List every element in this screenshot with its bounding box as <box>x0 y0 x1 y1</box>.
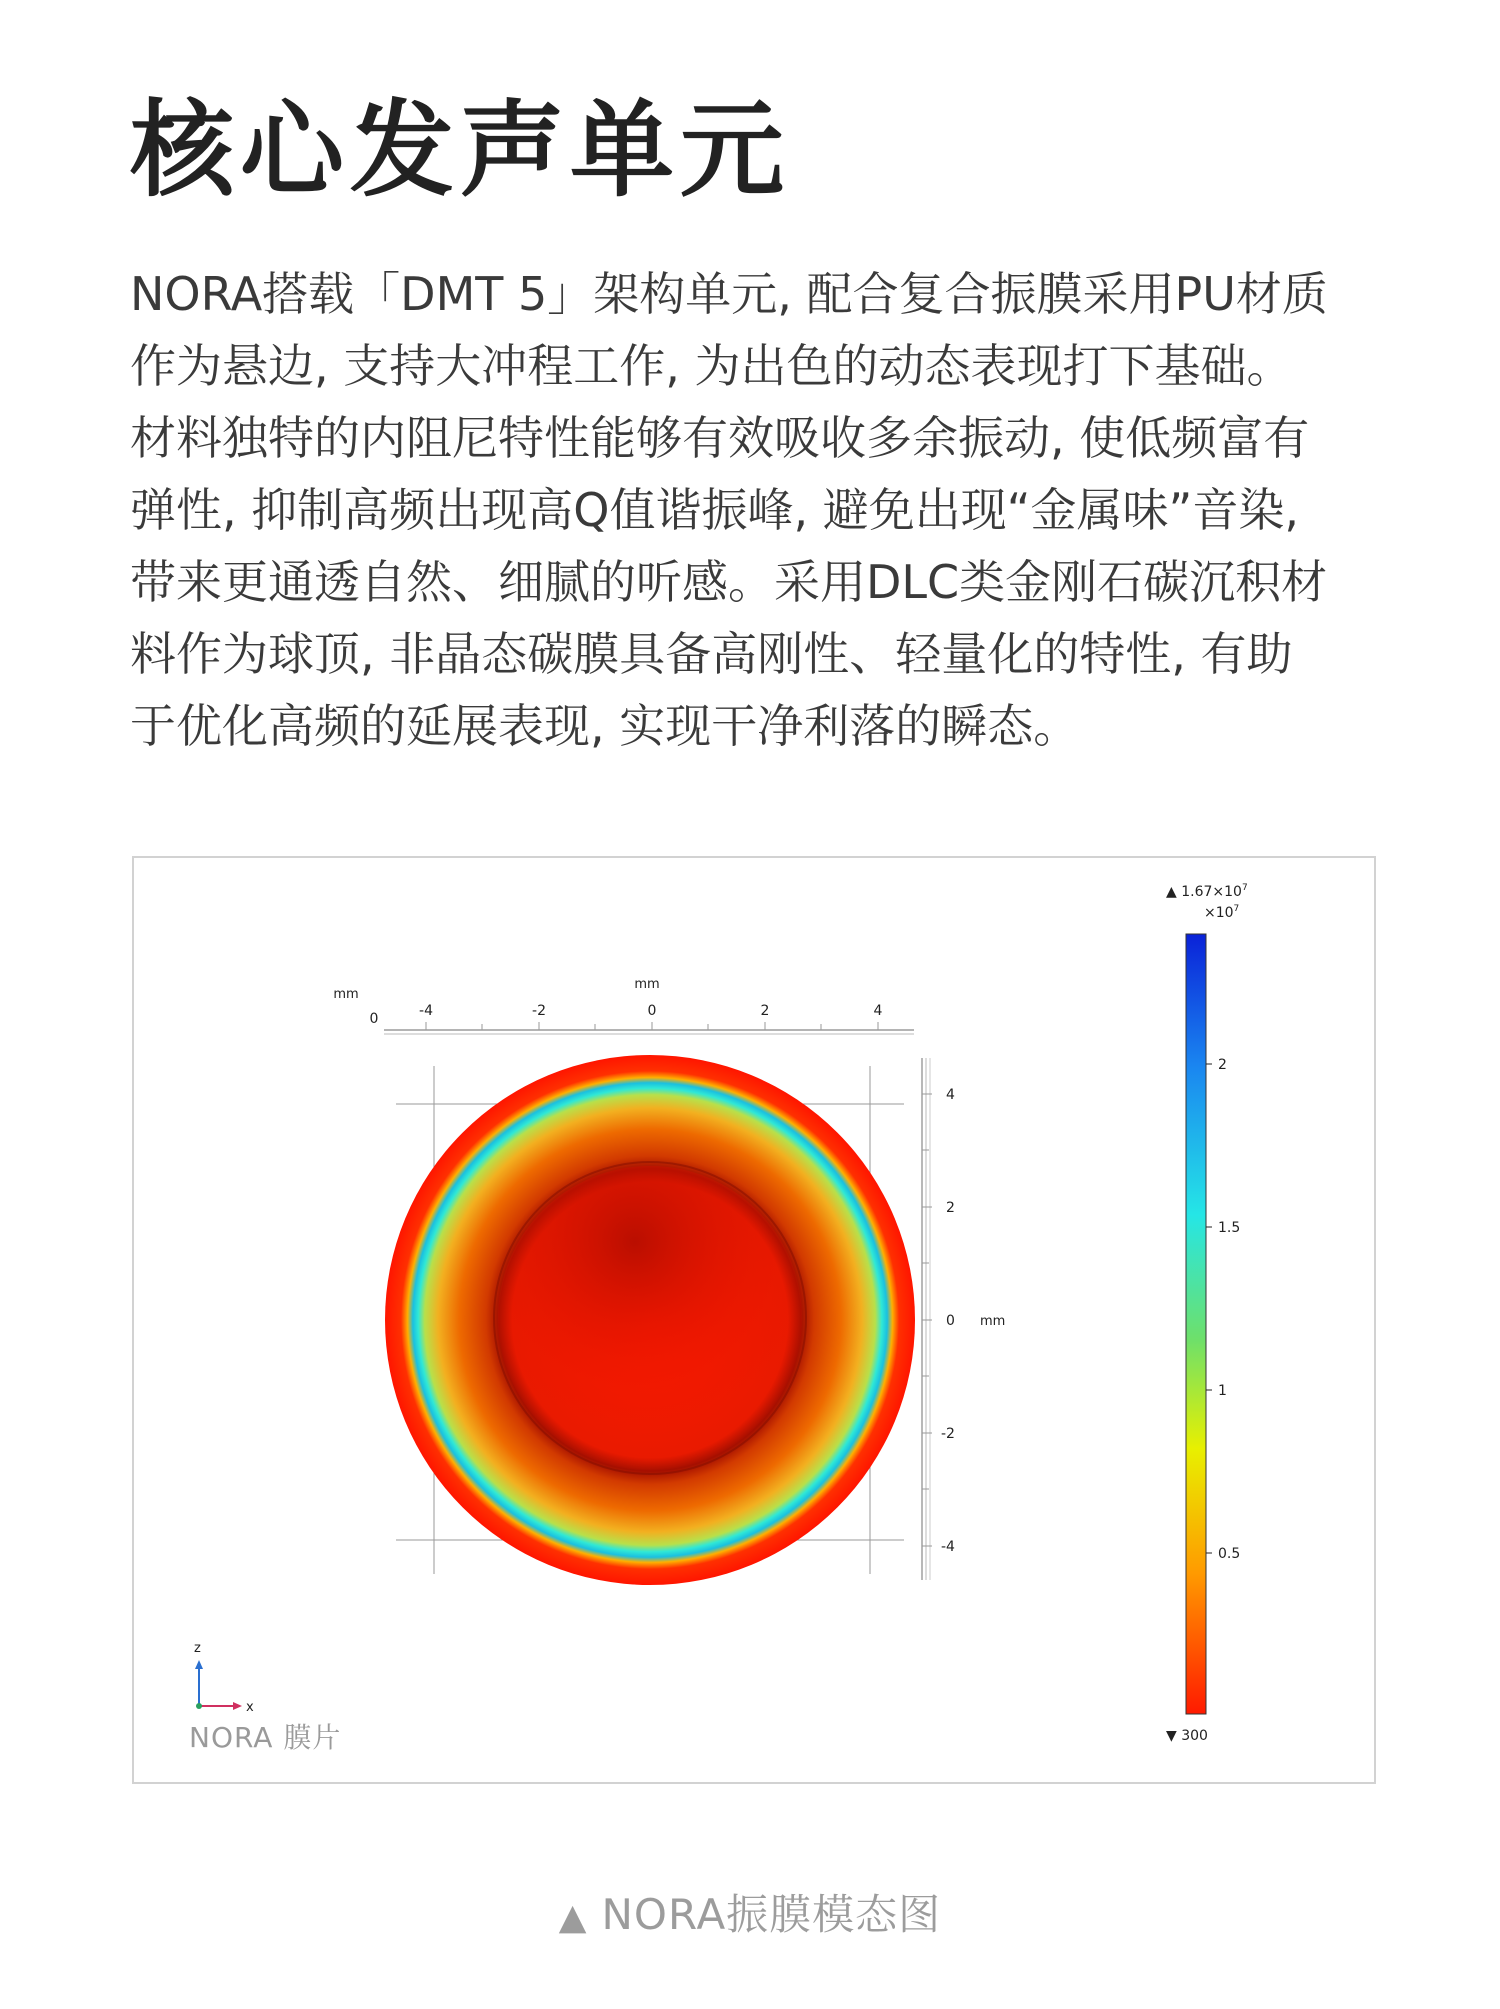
figure-caption: NORA 膜片 <box>189 1721 342 1754</box>
top-axis-unit-left: mm <box>333 987 359 1002</box>
top-axis-tick-label: 2 <box>760 1003 770 1019</box>
figure-title <box>0 1882 1500 1942</box>
colorbar-tick-label: 1 <box>1218 1383 1227 1399</box>
description-line: 于优化高频的延展表现, 实现干净利落的瞬态。 <box>130 699 1080 753</box>
side-axis-tick-label: -4 <box>941 1539 955 1555</box>
side-axis-tick-label: 4 <box>946 1087 955 1103</box>
colorbar-max-label: ▲ $1.67\times 10^7$ <box>1166 883 1248 900</box>
colorbar <box>1186 934 1206 1714</box>
colorbar-scale-label: $\times 10^7$ <box>1204 904 1240 921</box>
top-axis-unit: mm <box>634 977 660 992</box>
description-line: 材料独特的内阻尼特性能够有效吸收多余振动, 使低频富有 <box>130 411 1310 465</box>
simulation-plot <box>134 858 1376 1784</box>
side-axis-tick-label: -2 <box>941 1426 955 1442</box>
top-axis-zero-label: 0 <box>369 1011 379 1027</box>
description-line: 弹性, 抑制高频出现高Q值谐振峰, 避免出现“金属味”音染, <box>130 483 1299 537</box>
dome-shading <box>498 1166 802 1470</box>
top-axis-tick-label: -4 <box>419 1003 433 1019</box>
triangle-icon: ▲ <box>558 1897 588 1938</box>
side-axis-unit: mm <box>980 1314 1006 1329</box>
triad-x-label: x <box>246 1700 254 1715</box>
top-axis-tick-label: 0 <box>647 1003 657 1019</box>
page-title: 核心发声单元 <box>130 89 791 211</box>
description-text <box>130 258 1390 762</box>
description-line: 料作为球顶, 非晶态碳膜具备高刚性、轻量化的特性, 有助 <box>130 627 1293 681</box>
colorbar-tick-label: 1.5 <box>1218 1220 1241 1236</box>
side-axis-tick-label: 2 <box>946 1200 955 1216</box>
colorbar-tick-label: 2 <box>1218 1057 1227 1073</box>
description-line: 作为悬边, 支持大冲程工作, 为出色的动态表现打下基础。 <box>130 339 1293 393</box>
diaphragm-modal-figure <box>132 856 1376 1784</box>
side-axis-tick-label: 0 <box>946 1313 955 1329</box>
description-line: NORA搭载「DMT 5」架构单元, 配合复合振膜采用PU材质 <box>130 267 1328 321</box>
colorbar-min-label: ▼ 300 <box>1166 1728 1208 1744</box>
triad-z-label: z <box>194 1641 201 1656</box>
top-axis-tick-label: 4 <box>873 1003 883 1019</box>
description-line: 带来更通透自然、细腻的听感。采用DLC类金刚石碳沉积材 <box>130 555 1328 609</box>
axis-triad <box>194 1641 254 1715</box>
top-axis-ticks <box>426 1022 878 1030</box>
figure-title-text: NORA振膜模态图 <box>601 1890 942 1939</box>
top-axis-tick-label: -2 <box>532 1003 546 1019</box>
colorbar-tick-label: 0.5 <box>1218 1546 1241 1562</box>
